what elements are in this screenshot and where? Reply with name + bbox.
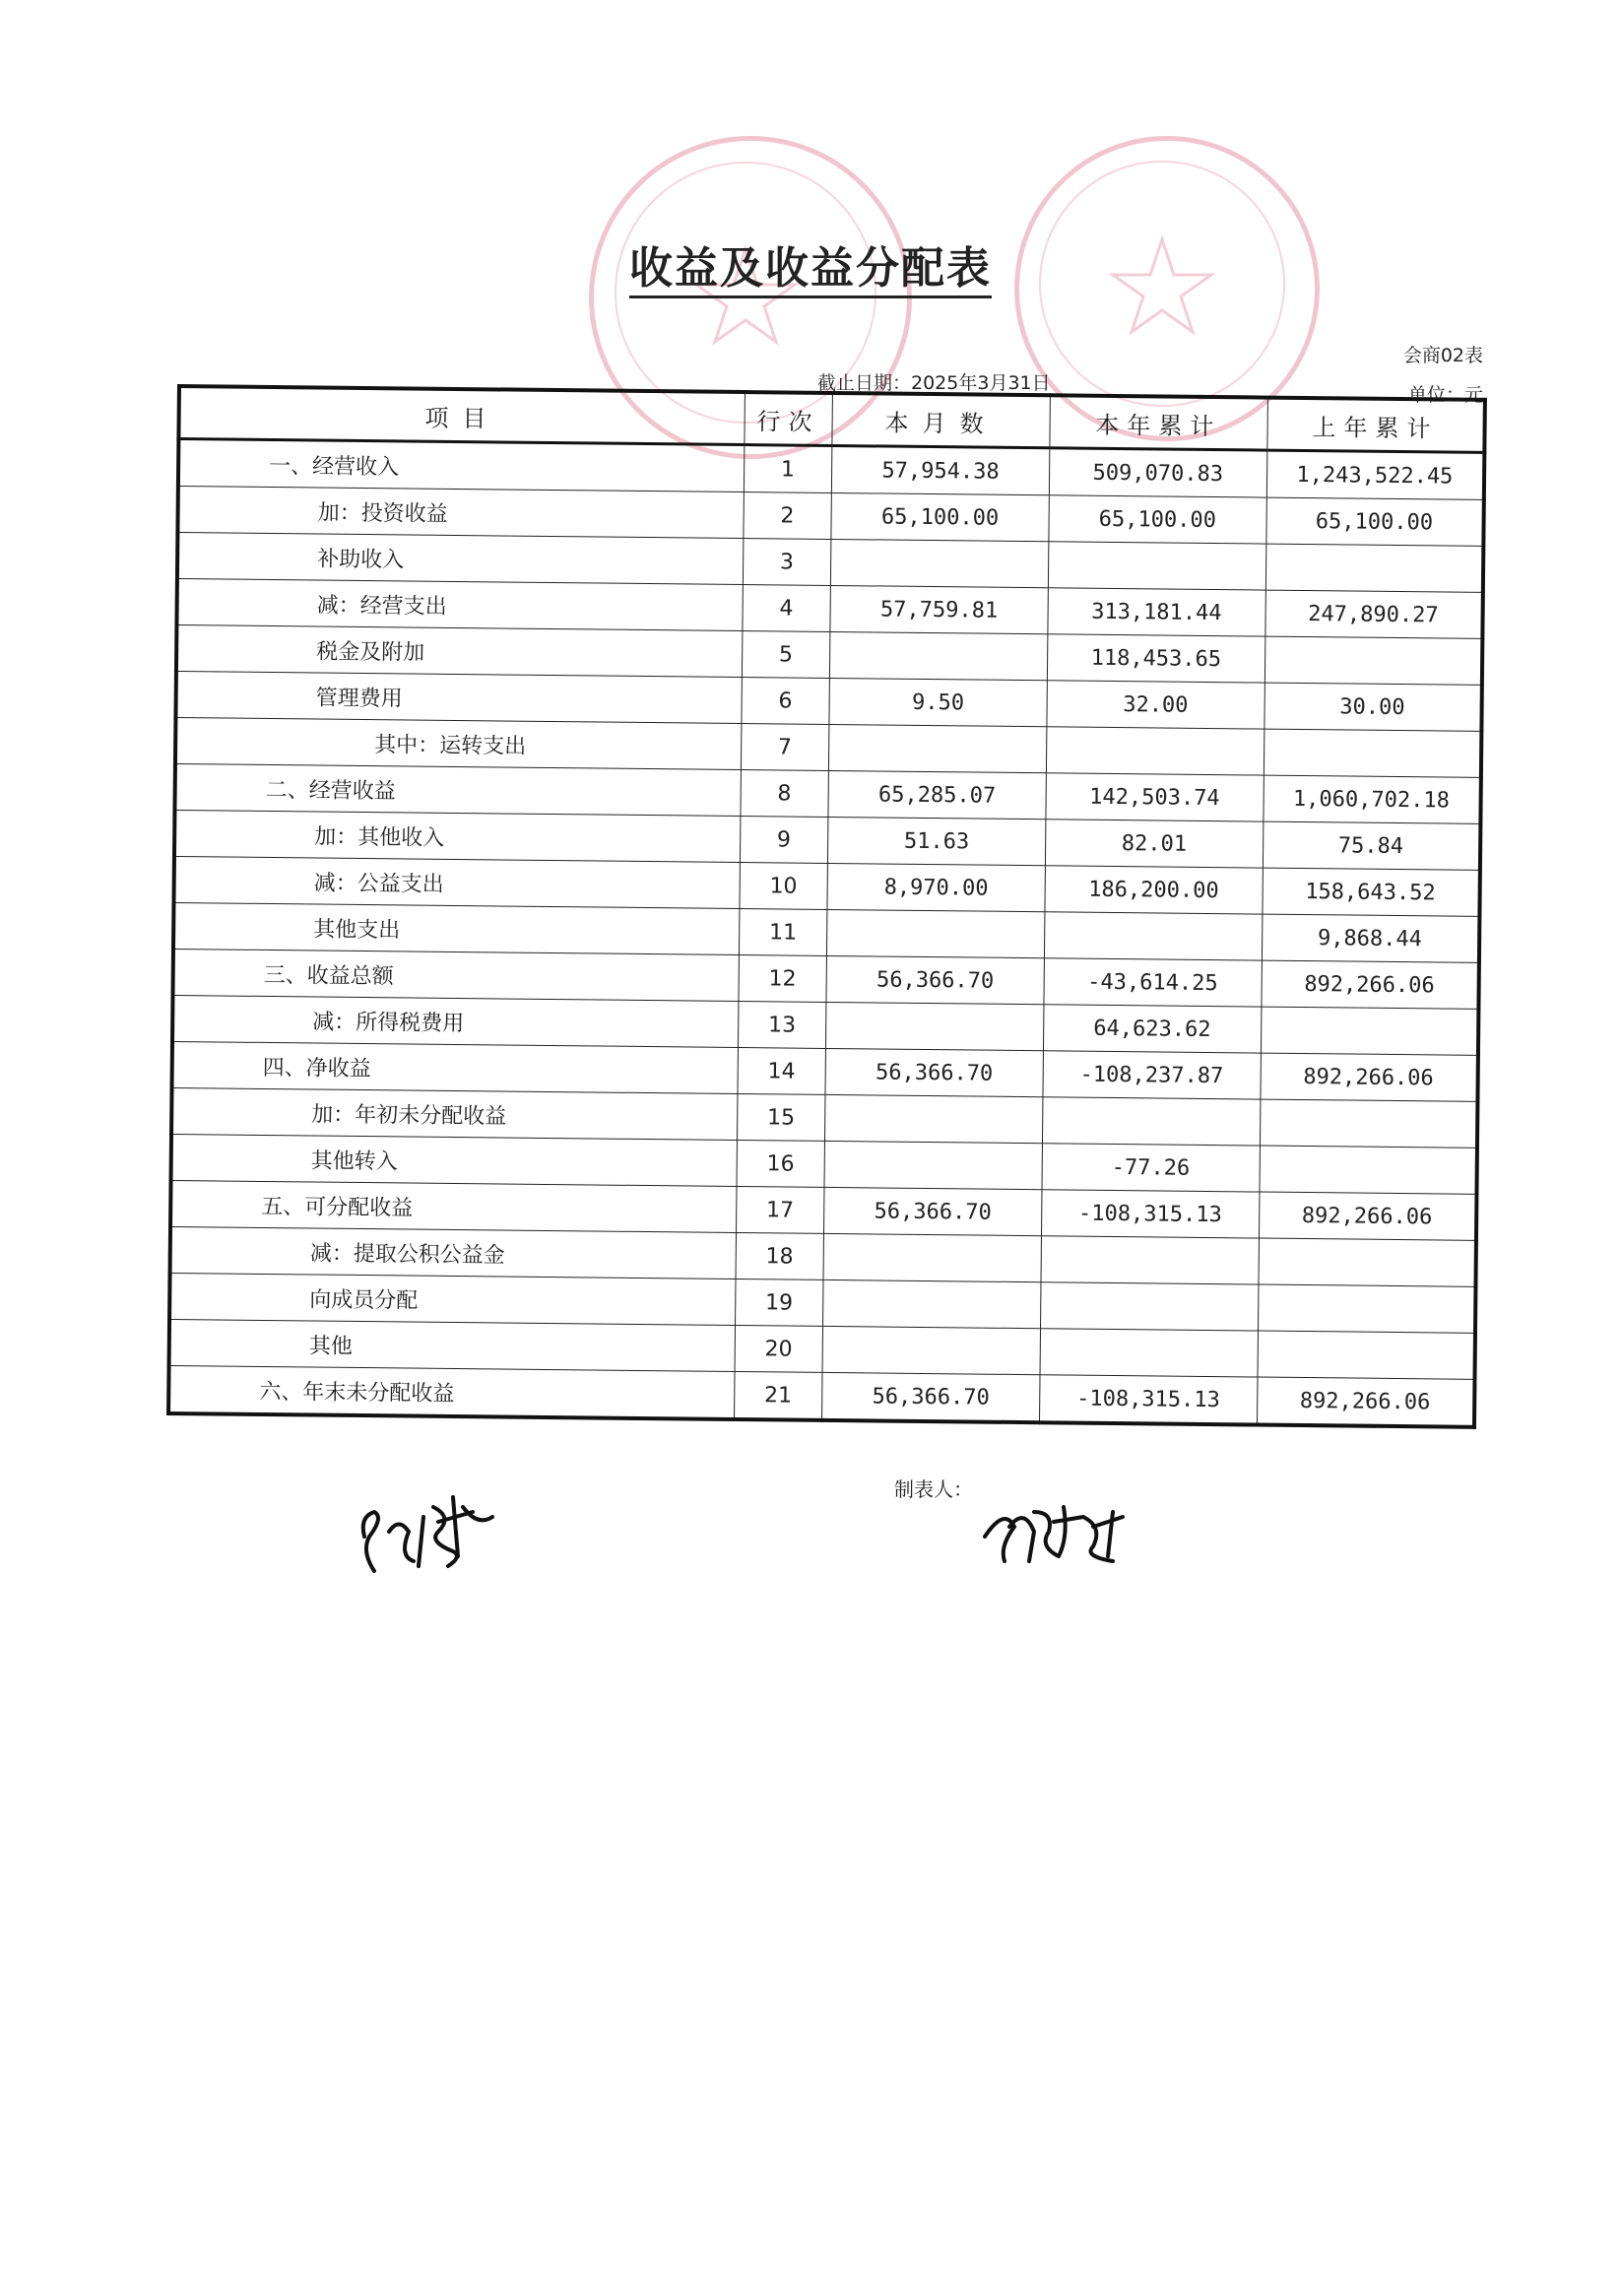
row-ytd-value: -77.26 (1042, 1144, 1260, 1192)
row-line-number: 8 (741, 770, 829, 818)
row-prior-year-value (1258, 1331, 1475, 1379)
row-item-label: 一、经营收入 (178, 439, 745, 492)
row-ytd-value: -108,315.13 (1041, 1190, 1259, 1238)
row-line-number: 18 (736, 1232, 824, 1279)
row-prior-year-value (1258, 1284, 1475, 1333)
row-month-value (825, 1094, 1043, 1143)
row-prior-year-value (1259, 1238, 1476, 1286)
row-line-number: 1 (744, 445, 832, 493)
row-month-value: 8,970.00 (827, 863, 1045, 911)
row-month-value: 65,285.07 (828, 770, 1046, 819)
row-prior-year-value (1260, 1146, 1477, 1194)
row-month-value (824, 1141, 1042, 1189)
row-item-label: 减：公益支出 (173, 856, 740, 908)
row-ytd-value (1048, 542, 1265, 590)
row-prior-year-value: 1,060,702.18 (1264, 775, 1481, 823)
currency-unit: 单位：元 (1407, 384, 1483, 406)
row-prior-year-value: 9,868.44 (1262, 914, 1479, 962)
row-month-value: 9.50 (829, 678, 1047, 726)
row-item-label: 其他转入 (171, 1134, 738, 1186)
row-prior-year-value: 892,266.06 (1261, 1053, 1478, 1101)
header-prior: 上年累计 (1267, 398, 1485, 453)
row-line-number: 10 (740, 863, 828, 910)
header-line: 行次 (744, 392, 832, 445)
row-line-number: 13 (738, 1001, 826, 1048)
row-line-number: 21 (734, 1371, 822, 1419)
row-month-value: 56,366.70 (824, 1187, 1042, 1235)
row-line-number: 2 (744, 492, 832, 540)
row-month-value: 57,954.38 (831, 445, 1049, 494)
row-ytd-value (1042, 1097, 1260, 1146)
row-ytd-value: 186,200.00 (1045, 866, 1263, 914)
handwritten-signature-left (345, 1477, 512, 1586)
row-month-value: 56,366.70 (822, 1372, 1040, 1422)
row-prior-year-value: 75.84 (1263, 821, 1480, 870)
row-prior-year-value (1260, 1099, 1477, 1148)
row-month-value (829, 631, 1047, 680)
header-month: 本月数 (832, 393, 1050, 448)
row-line-number: 12 (739, 955, 827, 1003)
row-ytd-value (1040, 1329, 1258, 1377)
row-ytd-value: 313,181.44 (1048, 588, 1265, 636)
row-item-label: 其他 (169, 1319, 736, 1371)
row-prior-year-value (1261, 1007, 1478, 1055)
row-prior-year-value (1265, 544, 1483, 592)
row-line-number: 19 (735, 1279, 823, 1326)
row-item-label: 向成员分配 (169, 1273, 736, 1325)
row-line-number: 5 (742, 631, 830, 679)
row-ytd-value: 32.00 (1047, 681, 1264, 729)
row-month-value (826, 1002, 1044, 1050)
row-ytd-value: -108,315.13 (1039, 1375, 1257, 1425)
row-ytd-value: 65,100.00 (1049, 495, 1266, 544)
document-title-text: 收益及收益分配表 (629, 243, 992, 298)
row-item-label: 税金及附加 (176, 625, 743, 678)
row-ytd-value: 118,453.65 (1047, 634, 1264, 683)
row-prior-year-value: 65,100.00 (1266, 497, 1484, 546)
row-ytd-value: -108,237.87 (1043, 1051, 1261, 1099)
row-item-label: 减：经营支出 (176, 579, 743, 631)
row-month-value: 57,759.81 (830, 585, 1048, 633)
row-item-label: 其中：运转支出 (175, 718, 742, 770)
row-item-label: 三、收益总额 (173, 949, 740, 1001)
row-prior-year-value: 158,643.52 (1263, 868, 1480, 916)
row-item-label: 其他支出 (173, 902, 740, 954)
preparer-label: 制表人： (894, 1477, 973, 1501)
row-month-value (823, 1233, 1041, 1281)
row-line-number: 11 (739, 909, 827, 956)
cutoff-date: 截止日期：2025年3月31日 (817, 372, 1051, 394)
header-ytd: 本年累计 (1050, 395, 1267, 450)
row-month-value: 65,100.00 (831, 492, 1049, 541)
row-ytd-value: 509,070.83 (1049, 448, 1266, 497)
row-item-label: 加：投资收益 (177, 487, 744, 539)
row-item-label: 加：年初未分配收益 (171, 1087, 738, 1140)
row-item-label: 管理费用 (175, 672, 742, 724)
row-prior-year-value: 1,243,522.45 (1266, 450, 1484, 499)
row-line-number: 4 (743, 585, 831, 632)
row-line-number: 9 (740, 817, 828, 864)
row-item-label: 五、可分配收益 (170, 1180, 737, 1232)
row-item-label: 加：其他收入 (174, 810, 741, 862)
row-item-label: 减：提取公积公益金 (170, 1226, 737, 1279)
row-item-label: 减：所得税费用 (172, 995, 739, 1047)
row-line-number: 20 (735, 1325, 823, 1372)
row-line-number: 6 (742, 678, 830, 725)
row-item-label: 四、净收益 (172, 1041, 739, 1093)
row-month-value (828, 724, 1046, 772)
row-month-value (830, 539, 1048, 587)
row-ytd-value (1046, 727, 1264, 775)
row-item-label: 六、年末未分配收益 (168, 1365, 735, 1419)
row-ytd-value (1044, 912, 1262, 960)
row-prior-year-value: 30.00 (1264, 683, 1482, 731)
row-ytd-value: 142,503.74 (1046, 773, 1264, 821)
row-prior-year-value (1264, 729, 1481, 777)
row-line-number: 15 (737, 1093, 825, 1141)
row-line-number: 17 (736, 1186, 824, 1233)
row-month-value (822, 1326, 1040, 1374)
row-month-value: 51.63 (827, 817, 1045, 865)
row-prior-year-value: 892,266.06 (1259, 1192, 1476, 1240)
row-line-number: 14 (738, 1047, 826, 1094)
row-month-value: 56,366.70 (825, 1048, 1043, 1096)
row-prior-year-value: 892,266.06 (1262, 960, 1479, 1009)
form-number: 会商02表 (1402, 345, 1483, 366)
row-prior-year-value: 247,890.27 (1265, 590, 1483, 638)
row-ytd-value: 82.01 (1045, 820, 1263, 868)
header-item: 项目 (178, 386, 745, 445)
handwritten-signature-right (975, 1487, 1142, 1576)
row-item-label: 补助收入 (177, 533, 744, 585)
row-ytd-value (1041, 1236, 1259, 1284)
row-ytd-value (1040, 1282, 1258, 1331)
row-line-number: 16 (737, 1140, 825, 1187)
row-month-value (823, 1279, 1041, 1328)
row-prior-year-value (1264, 636, 1482, 685)
row-prior-year-value: 892,266.06 (1257, 1377, 1474, 1427)
row-line-number: 7 (741, 724, 829, 771)
row-month-value: 56,366.70 (826, 955, 1044, 1004)
row-ytd-value: -43,614.25 (1044, 958, 1262, 1007)
row-line-number: 3 (743, 539, 831, 586)
document-title (0, 232, 1621, 295)
row-month-value (826, 909, 1044, 957)
income-distribution-table (166, 384, 1487, 1429)
row-item-label: 二、经营收益 (174, 763, 741, 816)
row-ytd-value: 64,623.62 (1043, 1005, 1261, 1053)
